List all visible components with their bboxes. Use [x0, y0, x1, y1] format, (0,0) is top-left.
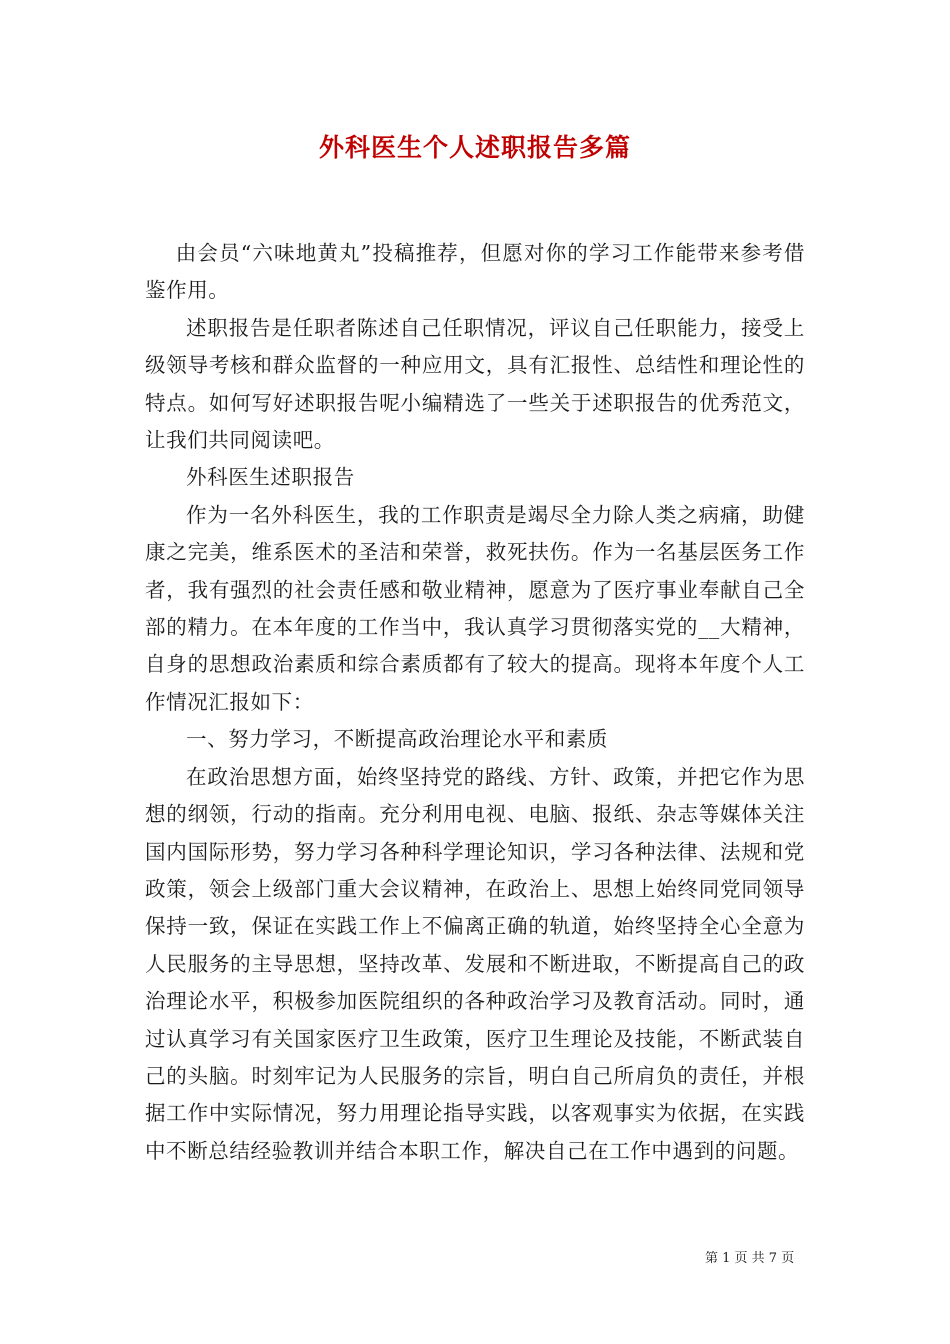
paragraph-intro: 由会员“六味地黄丸”投稿推荐，但愿对你的学习工作能带来参考借鉴作用。: [145, 241, 805, 303]
section-heading: 外科医生述职报告: [186, 465, 355, 490]
subsection-heading: 一、努力学习，不断提高政治理论水平和素质: [186, 727, 608, 752]
document-body: [145, 235, 805, 1170]
paragraph-definition: 述职报告是任职者陈述自己任职情况，评议自己任职能力，接受上级领导考核和群众监督的一种应用文，具有汇报性、总结性和理论性的特点。如何写好述职报告呢小编精选了一些关于述职报告的优秀范文，让我们共同阅读吧。: [145, 315, 805, 453]
page-number: 第 1 页 共 7 页: [705, 1251, 795, 1266]
document-title: 外科医生个人述职报告多篇: [318, 133, 631, 162]
paragraph-politics: 在政治思想方面，始终坚持党的路线、方针、政策，并把它作为思想的纲领，行动的指南。充分利用电视、电脑、报纸、杂志等媒体关注国内国际形势，努力学习各种科学理论知识，学习各种法律、法规和党政策，领会上级部门重大会议精神，在政治上、思想上始终同党同领导保持一致，保证在实践工作上不偏离正确的轨道，始终坚持全心全意为人民服务的主导思想，坚持改革、发展和不断进取，不断提高自己的政治理论水平，积极参加医院组织的各种政治学习及教育活动。同时，通过认真学习有关国家医疗卫生政策，医疗卫生理论及技能，不断武装自己的头脑。时刻牢记为人民服务的宗旨，明白自己所肩负的责任，并根据工作中实际情况，努力用理论指导实践，以客观事实为依据，在实践中不断总结经验教训并结合本职工作，解决自己在工作中遇到的问题。: [145, 764, 805, 1163]
paragraph-opening: 作为一名外科医生，我的工作职责是竭尽全力除人类之病痛，助健康之完美，维系医术的圣洁和荣誉，救死扶伤。作为一名基层医务工作者，我有强烈的社会责任感和敬业精神，愿意为了医疗事业奉献自己全部的精力。在本年度的工作当中，我认真学习贯彻落实党的__大精神，自身的思想政治素质和综合素质都有了较大的提高。现将本年度个人工作情况汇报如下：: [145, 502, 805, 714]
